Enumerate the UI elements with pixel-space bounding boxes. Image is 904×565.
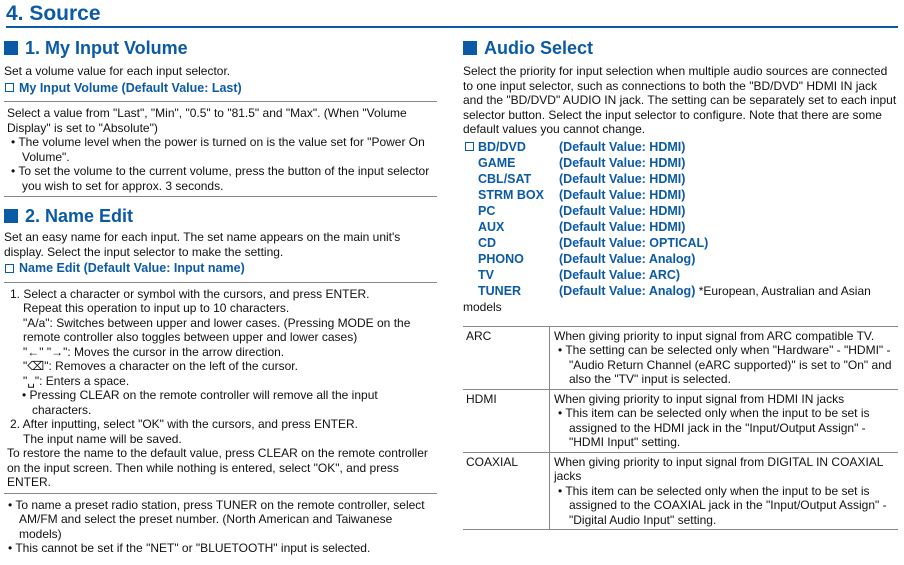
square-bullet-icon <box>4 41 18 55</box>
option-bullet-text: The setting can be selected only when "Hardware" - "HDMI" - "Audio Return Channel (eARC supported)" is set to "On" and also the "TV" input is selected. <box>565 343 892 386</box>
step-2: 2. After inputting, select "OK" with the cursors, and press ENTER. <box>10 417 358 431</box>
subheading-text: My Input Volume (Default Value: Last) <box>19 80 242 95</box>
step-line: Repeat this operation to input up to 10 characters. <box>23 301 290 315</box>
option-bullet: • This item can be selected only when the input to be set is assigned to the HDMI jack in the "Input/Output Assign" - "HDMI Input" setting. <box>558 406 870 449</box>
option-desc-text: When giving priority to input signal from ARC compatible TV. <box>554 328 875 343</box>
input-name: GAME <box>478 155 516 170</box>
default-value-row <box>463 203 898 219</box>
default-value: (Default Value: HDMI) <box>559 155 686 170</box>
step-line: "⌫": Removes a character on the left of the cursor. <box>23 359 298 373</box>
left-column <box>4 37 437 556</box>
default-value-row <box>463 251 898 267</box>
section-title: 1. My Input Volume <box>25 38 188 58</box>
note-bullet: • To name a preset radio station, press TUNER on the remote controller, select AM/FM and select the preset number. (North American and Taiwanese models) <box>8 497 425 541</box>
checkbox-icon <box>5 264 14 273</box>
option-description <box>550 390 898 452</box>
step-bullet-text: Pressing CLEAR on the remote controller will remove all the input characters. <box>29 388 378 417</box>
section-title: Audio Select <box>484 38 594 58</box>
step-line: "A/a": Switches between upper and lower cases. (Pressing MODE on the remote controller also toggles between upper and lower cases) <box>23 315 411 344</box>
default-value-row <box>463 139 898 155</box>
notes <box>4 498 437 556</box>
default-value: (Default Value: Analog) <box>559 283 696 298</box>
checkbox-icon <box>5 83 14 92</box>
input-name: CD <box>478 235 497 250</box>
input-name: STRM BOX <box>478 187 544 202</box>
default-value: (Default Value: HDMI) <box>559 171 686 186</box>
option-bullet: • The setting can be selected only when "Hardware" - "HDMI" - "Audio Return Channel (eARC supported)" is set to "On" and also the "TV" input is selected. <box>558 343 892 386</box>
default-value: (Default Value: HDMI) <box>559 219 686 234</box>
note-bullet: • This cannot be set if the "NET" or "BLUETOOTH" input is selected. <box>8 541 371 555</box>
step-line: The input name will be saved. <box>23 431 182 446</box>
input-name: CBL/SAT <box>478 171 532 186</box>
default-values-list <box>463 139 898 315</box>
box-text: Select a value from "Last", "Min", "0.5" to "81.5" and "Max". (When "Volume Display" is set to "Absolute") <box>7 106 407 135</box>
default-value-row <box>463 187 898 203</box>
note-bullet: • To set the volume to the current volume, press the button of the input selector you wish to set for approx. 3 seconds. <box>11 164 430 193</box>
option-key: COAXIAL <box>463 453 550 530</box>
option-desc-text: When giving priority to input signal from DIGITAL IN COAXIAL jacks <box>554 454 884 483</box>
input-name: PC <box>478 203 496 218</box>
section-intro: Select the priority for input selection when multiple audio sources are connected to one input selector, such as connections to both the "BD/DVD" HDMI IN jack and the "BD/DVD" AUDIO IN jack. The setting can be separately set to each input selector button. Select the input selector to configure. Note that there are some default values you cannot change. <box>463 64 897 136</box>
step-line: "←" "→": Moves the cursor in the arrow direction. <box>23 344 285 359</box>
input-name <box>463 139 559 155</box>
step-line: "␣": Enters a space. <box>23 373 130 388</box>
restore-text: To restore the name to the default value, press CLEAR on the remote controller on the input screen. Then while nothing is entered, select "OK", and press ENTER. <box>7 446 428 489</box>
default-value-row <box>463 235 898 251</box>
option-desc-text: When giving priority to input signal from HDMI IN jacks <box>554 391 845 406</box>
option-description <box>550 327 898 389</box>
table-row <box>463 327 898 390</box>
input-name: AUX <box>478 219 505 234</box>
page-title: 4. Source <box>6 2 898 28</box>
input-name: TV <box>478 267 494 282</box>
right-column <box>463 37 898 530</box>
option-key: HDMI <box>463 390 550 452</box>
option-bullet-text: This item can be selected only when the input to be set is assigned to the HDMI jack in the "Input/Output Assign" - "HDMI Input" setting. <box>565 406 870 449</box>
option-bullet: • This item can be selected only when the input to be set is assigned to the COAXIAL jack in the "Input/Output Assign" - "Digital Audio Input" setting. <box>558 483 887 527</box>
option-bullet-text: This item can be selected only when the input to be set is assigned to the COAXIAL jack in the "Input/Output Assign" - "Digital Audio Input" setting. <box>565 483 887 527</box>
section-heading-my-input-volume <box>4 37 437 59</box>
table-row <box>463 453 898 531</box>
my-input-volume-box <box>4 101 437 197</box>
input-name: TUNER <box>478 283 522 298</box>
input-name: PHONO <box>478 251 524 266</box>
section-heading-name-edit <box>4 205 437 227</box>
checkbox-icon <box>465 142 474 151</box>
option-key: ARC <box>463 327 550 389</box>
tuner-note: *European, Australian and Asian models <box>463 283 871 314</box>
default-value-row <box>463 155 898 171</box>
subheading-name-edit <box>4 261 437 276</box>
note-text: To set the volume to the current volume, press the button of the input selector you wish to set for approx. 3 seconds. <box>18 164 430 193</box>
option-description <box>550 453 898 530</box>
square-bullet-icon <box>4 209 18 223</box>
name-edit-box <box>4 282 437 494</box>
step-bullet: • Pressing CLEAR on the remote controller will remove all the input characters. <box>22 388 378 417</box>
default-value: (Default Value: ARC) <box>559 267 681 282</box>
table-row <box>463 390 898 453</box>
square-bullet-icon <box>463 41 477 55</box>
subheading-my-input-volume <box>4 81 437 96</box>
section-intro: Set an easy name for each input. The set name appears on the main unit's display. Select the input selector to make the setting. <box>4 230 401 259</box>
default-value: (Default Value: Analog) <box>559 251 696 266</box>
default-value: (Default Value: OPTICAL) <box>559 235 709 250</box>
note-bullet: • The volume level when the power is turned on is the value set for "Power On Volume". <box>11 135 425 164</box>
subheading-text: Name Edit (Default Value: Input name) <box>19 261 245 275</box>
default-value: (Default Value: HDMI) <box>559 203 686 218</box>
default-value-row <box>463 267 898 283</box>
step-1: 1. Select a character or symbol with the cursors, and press ENTER. <box>10 286 370 301</box>
audio-options-table <box>463 326 898 531</box>
input-name-text: BD/DVD <box>478 139 526 154</box>
section-title: 2. Name Edit <box>25 206 134 226</box>
note-text: To name a preset radio station, press TUNER on the remote controller, select AM/FM and select the preset number. (North American and Taiwanese models) <box>15 497 425 541</box>
default-value-row <box>463 219 898 235</box>
section-heading-audio-select <box>463 37 898 59</box>
default-value-row <box>463 171 898 187</box>
section-intro: Set a volume value for each input selector. <box>4 64 231 78</box>
default-value-row <box>463 283 898 315</box>
note-text: The volume level when the power is turned on is the value set for "Power On Volume". <box>18 135 425 164</box>
note-text: This cannot be set if the "NET" or "BLUETOOTH" input is selected. <box>15 541 371 555</box>
default-value: (Default Value: HDMI) <box>559 139 686 154</box>
default-value: (Default Value: HDMI) <box>559 187 686 202</box>
